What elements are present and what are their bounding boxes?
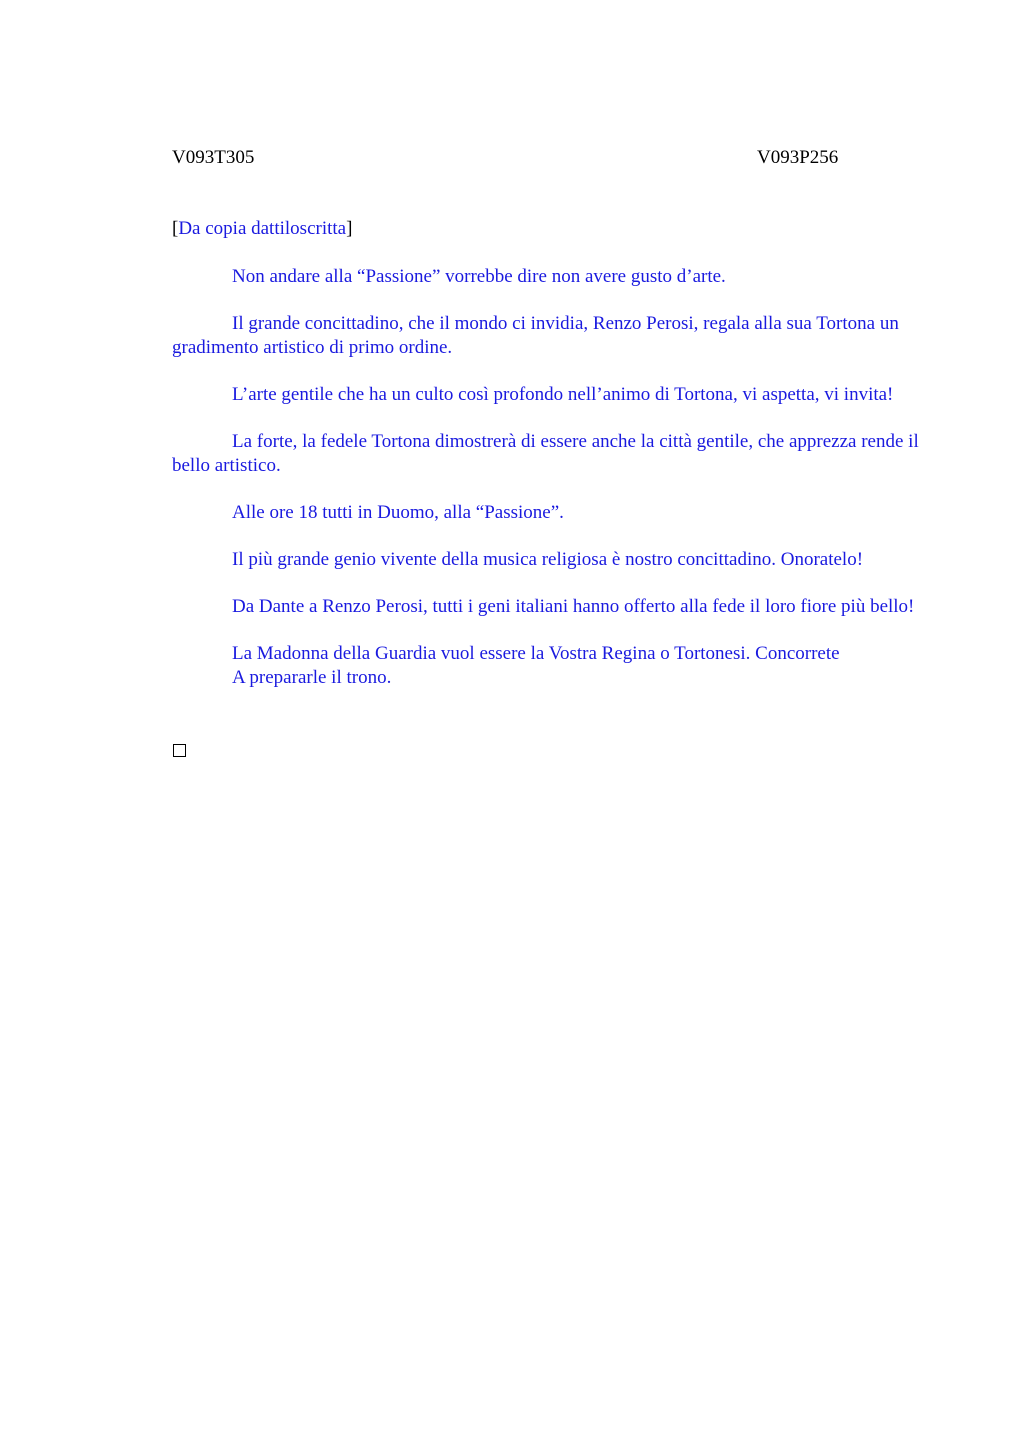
paragraph-arte-gentile: L’arte gentile che ha un culto così profondo nell’animo di Tortona, vi aspetta, vi invita! [232, 384, 894, 405]
paragraph-madonna-line-2: A prepararle il trono. [232, 667, 392, 688]
source-note-text: Da copia dattiloscritta [178, 218, 347, 239]
paragraph-tortona-forte: La forte, la fedele Tortona dimostrerà di essere anche la città gentile, che apprezza rende il bello artistico. [172, 431, 919, 476]
source-note-close-bracket: ] [346, 218, 353, 239]
paragraph-passione: Non andare alla “Passione” vorrebbe dire non avere gusto d’arte. [232, 266, 726, 287]
paragraph-madonna-line-1: La Madonna della Guardia vuol essere la Vostra Regina o Tortonesi. Concorrete [232, 643, 840, 664]
paragraph-concittadino: Il grande concittadino, che il mondo ci invidia, Renzo Perosi, regala alla sua Tortona un gradimento artistico di primo ordine. [172, 313, 899, 358]
source-note [172, 217, 352, 241]
paragraph-madonna [172, 642, 924, 690]
end-mark-square-icon [173, 744, 186, 757]
paragraph-genio: Il più grande genio vivente della musica religiosa è nostro concittadino. Onoratelo! [232, 549, 864, 570]
paragraph-orario: Alle ore 18 tutti in Duomo, alla “Passione”. [232, 502, 564, 523]
source-note-open-bracket: [ [172, 218, 179, 239]
document-code-right: V093P256 [757, 147, 839, 168]
document-body [172, 265, 924, 690]
document-code-left: V093T305 [172, 147, 255, 168]
paragraph-dante: Da Dante a Renzo Perosi, tutti i geni italiani hanno offerto alla fede il loro fiore più bello! [232, 596, 915, 617]
